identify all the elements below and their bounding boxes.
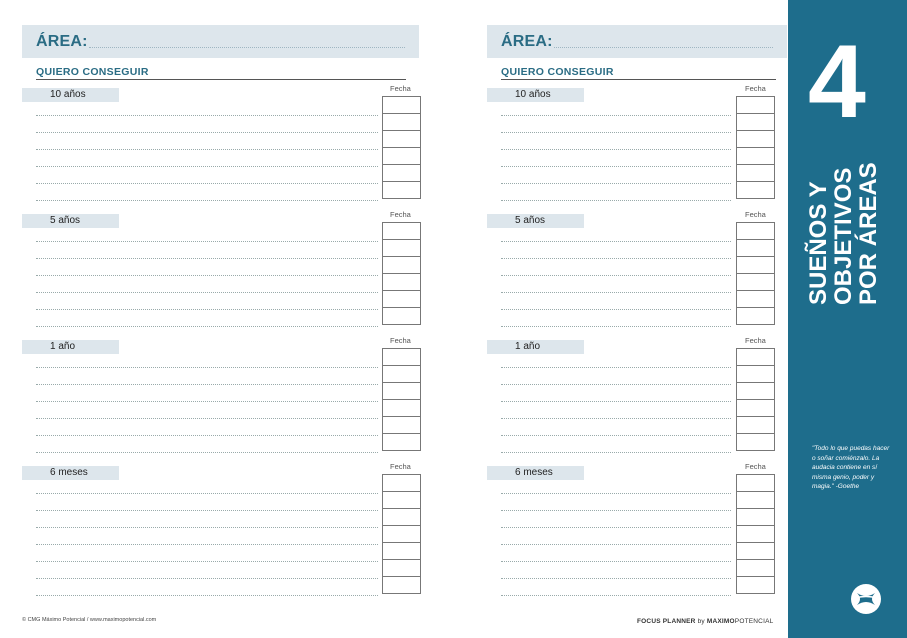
write-line[interactable] xyxy=(501,132,731,133)
fecha-box[interactable] xyxy=(737,383,774,400)
fecha-box[interactable] xyxy=(737,543,774,560)
write-line[interactable] xyxy=(36,401,378,402)
fecha-label: Fecha xyxy=(390,336,411,345)
fecha-box[interactable] xyxy=(383,223,420,240)
write-line[interactable] xyxy=(501,493,731,494)
section-label: 10 años xyxy=(50,89,86,100)
fecha-box[interactable] xyxy=(737,400,774,417)
fecha-box[interactable] xyxy=(737,148,774,165)
fecha-box[interactable] xyxy=(383,434,420,451)
write-line[interactable] xyxy=(501,183,731,184)
write-line[interactable] xyxy=(501,258,731,259)
fecha-box[interactable] xyxy=(737,434,774,451)
fecha-boxes[interactable] xyxy=(382,474,421,594)
fecha-box[interactable] xyxy=(383,148,420,165)
fecha-box[interactable] xyxy=(383,526,420,543)
write-line[interactable] xyxy=(36,149,378,150)
section-label: 6 meses xyxy=(50,467,88,478)
fecha-box[interactable] xyxy=(383,383,420,400)
fecha-label: Fecha xyxy=(745,84,766,93)
section-label: 5 años xyxy=(515,215,546,226)
fecha-box[interactable] xyxy=(737,308,774,325)
write-line[interactable] xyxy=(36,452,378,453)
brand-footer: FOCUS PLANNER by MAXIMOPOTENCIAL xyxy=(637,618,774,625)
quiero-conseguir-heading: QUIERO CONSEGUIR xyxy=(36,66,149,78)
write-line[interactable] xyxy=(36,527,378,528)
write-line[interactable] xyxy=(36,132,378,133)
write-line[interactable] xyxy=(501,452,731,453)
write-line[interactable] xyxy=(501,275,731,276)
write-line[interactable] xyxy=(501,527,731,528)
area-header xyxy=(487,25,787,58)
fecha-box[interactable] xyxy=(383,577,420,594)
write-line[interactable] xyxy=(501,166,731,167)
fecha-box[interactable] xyxy=(737,97,774,114)
fecha-box[interactable] xyxy=(737,165,774,182)
section-label: 1 año xyxy=(50,341,76,352)
write-line[interactable] xyxy=(36,561,378,562)
fecha-box[interactable] xyxy=(737,509,774,526)
fecha-label: Fecha xyxy=(745,462,766,471)
write-line[interactable] xyxy=(501,384,731,385)
goethe-quote: "Todo lo que puedas hacer o soñar comiénzalo. La audacia contiene en sí misma genio, poder y magia." -Goethe xyxy=(812,445,890,490)
fecha-box[interactable] xyxy=(383,274,420,291)
fecha-box[interactable] xyxy=(383,492,420,509)
heading-underline xyxy=(501,79,776,80)
write-line[interactable] xyxy=(36,435,378,436)
fecha-box[interactable] xyxy=(383,366,420,383)
write-line[interactable] xyxy=(501,241,731,242)
write-line[interactable] xyxy=(36,275,378,276)
fecha-box[interactable] xyxy=(383,560,420,577)
fecha-label: Fecha xyxy=(390,210,411,219)
fecha-box[interactable] xyxy=(383,417,420,434)
write-line[interactable] xyxy=(36,367,378,368)
write-line[interactable] xyxy=(501,292,731,293)
section-label: 1 año xyxy=(515,341,541,352)
planner-page-left xyxy=(0,0,440,638)
fecha-box[interactable] xyxy=(737,577,774,594)
fecha-boxes[interactable] xyxy=(382,222,421,325)
write-line[interactable] xyxy=(501,510,731,511)
fecha-box[interactable] xyxy=(737,492,774,509)
fecha-label: Fecha xyxy=(390,84,411,93)
write-line[interactable] xyxy=(501,200,731,201)
chapter-title: SUEÑOS Y OBJETIVOS POR ÁREAS xyxy=(805,162,882,305)
fecha-box[interactable] xyxy=(383,475,420,492)
write-line[interactable] xyxy=(501,561,731,562)
fecha-box[interactable] xyxy=(737,182,774,199)
fecha-box[interactable] xyxy=(737,131,774,148)
fecha-box[interactable] xyxy=(383,114,420,131)
section-label: 10 años xyxy=(515,89,551,100)
fecha-box[interactable] xyxy=(737,366,774,383)
fecha-box[interactable] xyxy=(737,475,774,492)
fecha-box[interactable] xyxy=(737,526,774,543)
write-line[interactable] xyxy=(36,384,378,385)
maximo-potencial-logo-icon xyxy=(851,584,881,614)
fecha-boxes[interactable] xyxy=(736,96,775,199)
fecha-box[interactable] xyxy=(737,257,774,274)
fecha-box[interactable] xyxy=(737,349,774,366)
write-line[interactable] xyxy=(501,435,731,436)
fecha-label: Fecha xyxy=(745,210,766,219)
fecha-boxes[interactable] xyxy=(736,474,775,594)
quiero-conseguir-heading: QUIERO CONSEGUIR xyxy=(501,66,614,78)
logo-mark-icon xyxy=(851,584,881,614)
fecha-label: Fecha xyxy=(745,336,766,345)
fecha-box[interactable] xyxy=(383,400,420,417)
write-line[interactable] xyxy=(501,544,731,545)
section-1-ano xyxy=(465,336,788,460)
copyright-footer: © CMG Máximo Potencial / www.maximopotencial.com xyxy=(22,617,157,623)
write-line[interactable] xyxy=(36,493,378,494)
write-line[interactable] xyxy=(501,578,731,579)
fecha-box[interactable] xyxy=(737,114,774,131)
fecha-box[interactable] xyxy=(737,417,774,434)
write-line[interactable] xyxy=(36,544,378,545)
area-label: ÁREA: xyxy=(501,33,553,50)
fecha-box[interactable] xyxy=(383,543,420,560)
write-line[interactable] xyxy=(36,510,378,511)
write-line[interactable] xyxy=(501,309,731,310)
write-line[interactable] xyxy=(501,326,731,327)
write-line[interactable] xyxy=(36,115,378,116)
section-5-anos xyxy=(0,210,440,334)
write-line[interactable] xyxy=(501,115,731,116)
area-header xyxy=(22,25,419,58)
section-10-anos xyxy=(465,84,788,208)
write-line[interactable] xyxy=(36,309,378,310)
section-10-anos xyxy=(0,84,440,208)
fecha-label: Fecha xyxy=(390,462,411,471)
section-label: 5 años xyxy=(50,215,81,226)
write-line[interactable] xyxy=(36,578,378,579)
fecha-box[interactable] xyxy=(383,308,420,325)
write-line[interactable] xyxy=(36,258,378,259)
write-line[interactable] xyxy=(36,292,378,293)
fecha-boxes[interactable] xyxy=(382,348,421,451)
planner-page-right xyxy=(465,0,788,638)
fecha-box[interactable] xyxy=(737,291,774,308)
write-line[interactable] xyxy=(501,149,731,150)
chapter-number: 4 xyxy=(808,24,866,140)
area-write-line[interactable] xyxy=(554,47,773,48)
write-line[interactable] xyxy=(36,166,378,167)
fecha-boxes[interactable] xyxy=(382,96,421,199)
section-6-meses xyxy=(465,462,788,586)
write-line[interactable] xyxy=(501,367,731,368)
area-write-line[interactable] xyxy=(89,47,405,48)
write-line[interactable] xyxy=(36,241,378,242)
fecha-boxes[interactable] xyxy=(736,348,775,451)
fecha-box[interactable] xyxy=(383,97,420,114)
write-line[interactable] xyxy=(36,183,378,184)
fecha-box[interactable] xyxy=(383,131,420,148)
fecha-box[interactable] xyxy=(737,223,774,240)
section-1-ano xyxy=(0,336,440,460)
write-line[interactable] xyxy=(36,595,378,596)
write-line[interactable] xyxy=(36,418,378,419)
fecha-box[interactable] xyxy=(737,560,774,577)
area-label: ÁREA: xyxy=(36,33,88,50)
section-label: 6 meses xyxy=(515,467,553,478)
write-line[interactable] xyxy=(501,595,731,596)
fecha-box[interactable] xyxy=(383,182,420,199)
fecha-box[interactable] xyxy=(383,509,420,526)
write-line[interactable] xyxy=(501,418,731,419)
section-5-anos xyxy=(465,210,788,334)
fecha-box[interactable] xyxy=(383,291,420,308)
write-line[interactable] xyxy=(501,401,731,402)
chapter-sidebar xyxy=(788,0,907,638)
fecha-box[interactable] xyxy=(737,240,774,257)
fecha-box[interactable] xyxy=(383,165,420,182)
fecha-box[interactable] xyxy=(383,240,420,257)
fecha-box[interactable] xyxy=(737,274,774,291)
write-line[interactable] xyxy=(36,326,378,327)
heading-underline xyxy=(36,79,406,80)
fecha-boxes[interactable] xyxy=(736,222,775,325)
section-6-meses xyxy=(0,462,440,586)
write-line[interactable] xyxy=(36,200,378,201)
fecha-box[interactable] xyxy=(383,257,420,274)
fecha-box[interactable] xyxy=(383,349,420,366)
